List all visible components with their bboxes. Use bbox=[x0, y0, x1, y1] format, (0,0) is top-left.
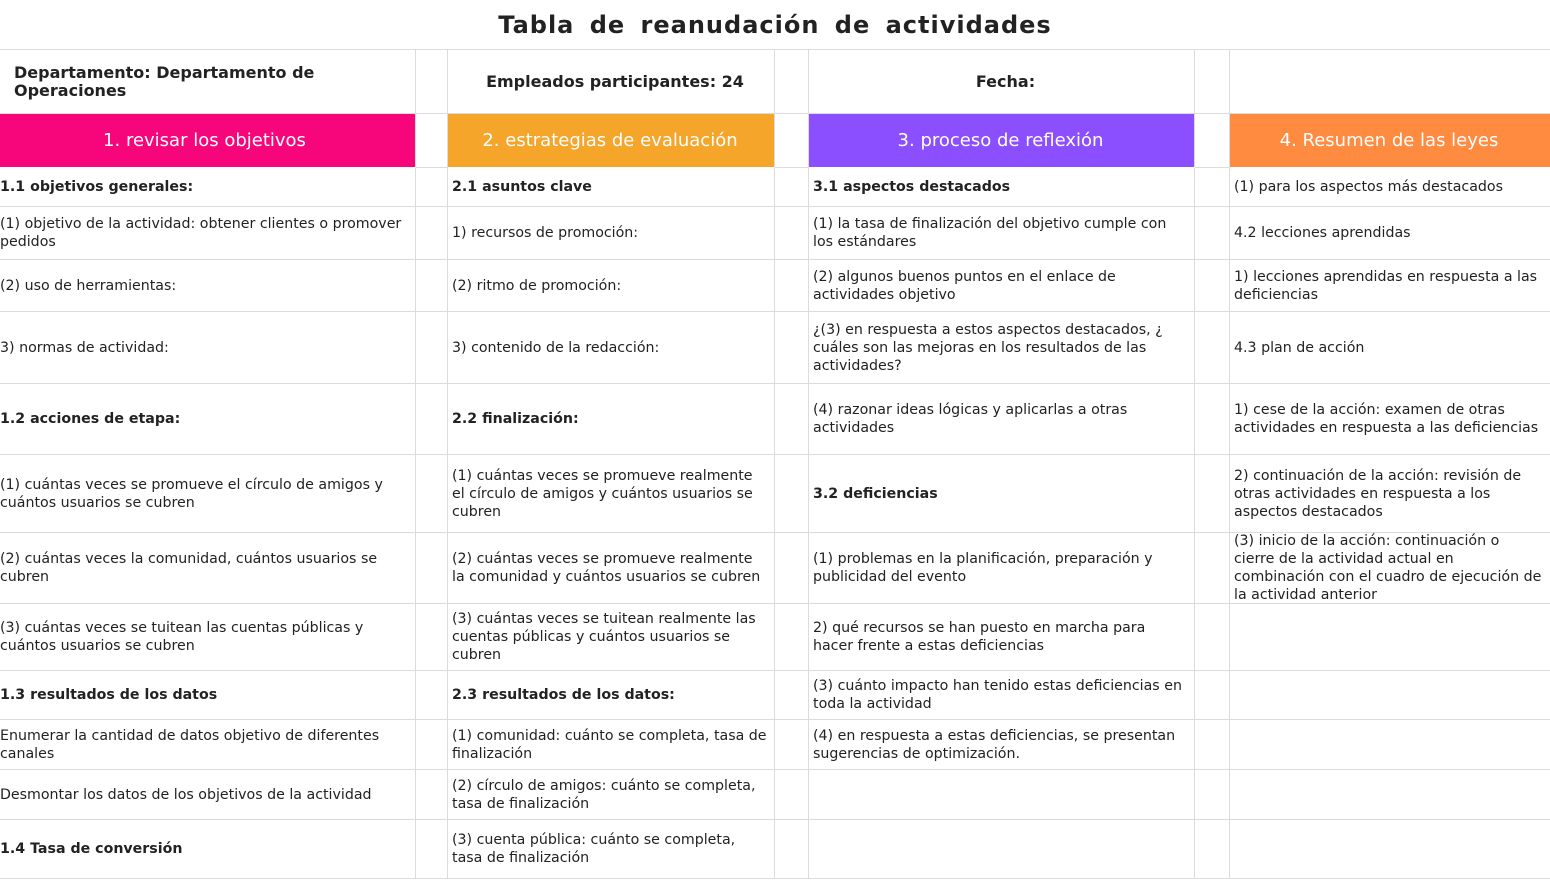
table-cell: ¿(3) en respuesta a estos aspectos destacados, ¿ cuáles son las mejoras en los resultados de las actividades? bbox=[809, 312, 1195, 384]
table-cell: 4.3 plan de acción bbox=[1230, 312, 1550, 384]
spacer-cell bbox=[775, 671, 809, 720]
table-cell: 1) cese de la acción: examen de otras actividades en respuesta a las deficiencias bbox=[1230, 384, 1550, 455]
spacer-cell bbox=[775, 770, 809, 820]
table-cell: (2) cuántas veces se promueve realmente la comunidad y cuántos usuarios se cubren bbox=[448, 533, 775, 604]
table-cell: 2) continuación de la acción: revisión de otras actividades en respuesta a los aspectos destacados bbox=[1230, 455, 1550, 533]
spacer-cell bbox=[775, 168, 809, 207]
date-label: Fecha: bbox=[809, 50, 1195, 114]
table-cell: (4) en respuesta a estas deficiencias, se presentan sugerencias de optimización. bbox=[809, 720, 1195, 770]
spacer-cell bbox=[416, 770, 448, 820]
table-cell: 1.1 objetivos generales: bbox=[0, 168, 416, 207]
department-label: Departamento: Departamento de Operaciones bbox=[0, 50, 416, 114]
table-cell: (3) cuántas veces se tuitean las cuentas públicas y cuántos usuarios se cubren bbox=[0, 604, 416, 671]
spacer-cell bbox=[775, 207, 809, 260]
spacer-cell bbox=[416, 820, 448, 879]
spacer-cell bbox=[1195, 820, 1230, 879]
table-cell: (2) círculo de amigos: cuánto se completa, tasa de finalización bbox=[448, 770, 775, 820]
spacer-cell bbox=[775, 455, 809, 533]
spacer-cell bbox=[416, 455, 448, 533]
table-cell: 1.4 Tasa de conversión bbox=[0, 820, 416, 879]
section-header-review-objectives: 1. revisar los objetivos bbox=[0, 114, 416, 168]
table-cell: 1) recursos de promoción: bbox=[448, 207, 775, 260]
spacer-cell bbox=[1195, 770, 1230, 820]
spacer-cell bbox=[1195, 533, 1230, 604]
table-cell bbox=[1230, 671, 1550, 720]
spacer-cell bbox=[1195, 604, 1230, 671]
table-cell: 1) lecciones aprendidas en respuesta a las deficiencias bbox=[1230, 260, 1550, 312]
table-cell: (4) razonar ideas lógicas y aplicarlas a otras actividades bbox=[809, 384, 1195, 455]
spacer-cell bbox=[1195, 720, 1230, 770]
spacer-cell bbox=[1195, 384, 1230, 455]
spacer-cell bbox=[775, 720, 809, 770]
table-cell: (2) uso de herramientas: bbox=[0, 260, 416, 312]
spacer-cell bbox=[1195, 455, 1230, 533]
activity-table bbox=[0, 50, 1550, 879]
table-cell bbox=[1230, 770, 1550, 820]
table-cell: 2.3 resultados de los datos: bbox=[448, 671, 775, 720]
table-cell bbox=[1230, 820, 1550, 879]
table-cell: (2) ritmo de promoción: bbox=[448, 260, 775, 312]
spacer-cell bbox=[1195, 312, 1230, 384]
table-cell: 2.1 asuntos clave bbox=[448, 168, 775, 207]
section-header-reflection-process: 3. proceso de reflexión bbox=[809, 114, 1195, 168]
table-cell: 3) normas de actividad: bbox=[0, 312, 416, 384]
table-cell: 2.2 finalización: bbox=[448, 384, 775, 455]
spacer-cell bbox=[416, 168, 448, 207]
spacer-cell bbox=[416, 720, 448, 770]
table-cell bbox=[1230, 720, 1550, 770]
table-cell: (1) problemas en la planificación, preparación y publicidad del evento bbox=[809, 533, 1195, 604]
spacer-cell bbox=[775, 533, 809, 604]
table-cell: 2) qué recursos se han puesto en marcha para hacer frente a estas deficiencias bbox=[809, 604, 1195, 671]
table-cell: (3) cuánto impacto han tenido estas deficiencias en toda la actividad bbox=[809, 671, 1195, 720]
spacer-cell bbox=[775, 384, 809, 455]
spacer-cell bbox=[416, 671, 448, 720]
spacer-cell bbox=[1195, 671, 1230, 720]
table-cell: (3) inicio de la acción: continuación o cierre de la actividad actual en combinación con el cuadro de ejecución de la actividad anterior bbox=[1230, 533, 1550, 604]
table-cell: (2) algunos buenos puntos en el enlace de actividades objetivo bbox=[809, 260, 1195, 312]
table-cell: Enumerar la cantidad de datos objetivo de diferentes canales bbox=[0, 720, 416, 770]
table-cell: 4.2 lecciones aprendidas bbox=[1230, 207, 1550, 260]
spacer-cell bbox=[416, 533, 448, 604]
spacer-cell bbox=[1195, 114, 1230, 168]
spacer-cell bbox=[1195, 50, 1230, 114]
spacer-cell bbox=[775, 260, 809, 312]
spacer-cell bbox=[416, 114, 448, 168]
table-cell: (1) comunidad: cuánto se completa, tasa de finalización bbox=[448, 720, 775, 770]
table-cell: 3.2 deficiencias bbox=[809, 455, 1195, 533]
table-cell: (1) la tasa de finalización del objetivo cumple con los estándares bbox=[809, 207, 1195, 260]
spacer-cell bbox=[416, 207, 448, 260]
spacer-cell bbox=[775, 312, 809, 384]
table-cell: (1) cuántas veces se promueve realmente el círculo de amigos y cuántos usuarios se cubren bbox=[448, 455, 775, 533]
table-cell: (3) cuántas veces se tuitean realmente las cuentas públicas y cuántos usuarios se cubren bbox=[448, 604, 775, 671]
spacer-cell bbox=[775, 820, 809, 879]
table-cell: 1.2 acciones de etapa: bbox=[0, 384, 416, 455]
table-cell: Desmontar los datos de los objetivos de la actividad bbox=[0, 770, 416, 820]
table-cell: (1) objetivo de la actividad: obtener clientes o promover pedidos bbox=[0, 207, 416, 260]
page-title: Tabla de reanudación de actividades bbox=[0, 0, 1550, 50]
spacer-cell bbox=[416, 50, 448, 114]
spacer-cell bbox=[416, 384, 448, 455]
spacer-cell bbox=[775, 604, 809, 671]
table-cell bbox=[809, 770, 1195, 820]
section-header-summary: 4. Resumen de las leyes bbox=[1230, 114, 1550, 168]
spacer-cell bbox=[775, 114, 809, 168]
spacer-cell bbox=[1195, 168, 1230, 207]
table-cell: (1) para los aspectos más destacados bbox=[1230, 168, 1550, 207]
section-header-evaluation-strategies: 2. estrategias de evaluación bbox=[448, 114, 775, 168]
participants-label: Empleados participantes: 24 bbox=[448, 50, 775, 114]
table-cell: 1.3 resultados de los datos bbox=[0, 671, 416, 720]
table-cell: (1) cuántas veces se promueve el círculo de amigos y cuántos usuarios se cubren bbox=[0, 455, 416, 533]
spacer-cell bbox=[1195, 207, 1230, 260]
table-cell: (2) cuántas veces la comunidad, cuántos usuarios se cubren bbox=[0, 533, 416, 604]
header-extra bbox=[1230, 50, 1550, 114]
table-cell bbox=[809, 820, 1195, 879]
spacer-cell bbox=[416, 260, 448, 312]
table-cell: (3) cuenta pública: cuánto se completa, tasa de finalización bbox=[448, 820, 775, 879]
spacer-cell bbox=[775, 50, 809, 114]
table-cell bbox=[1230, 604, 1550, 671]
spacer-cell bbox=[1195, 260, 1230, 312]
spacer-cell bbox=[416, 604, 448, 671]
table-cell: 3.1 aspectos destacados bbox=[809, 168, 1195, 207]
table-cell: 3) contenido de la redacción: bbox=[448, 312, 775, 384]
spacer-cell bbox=[416, 312, 448, 384]
